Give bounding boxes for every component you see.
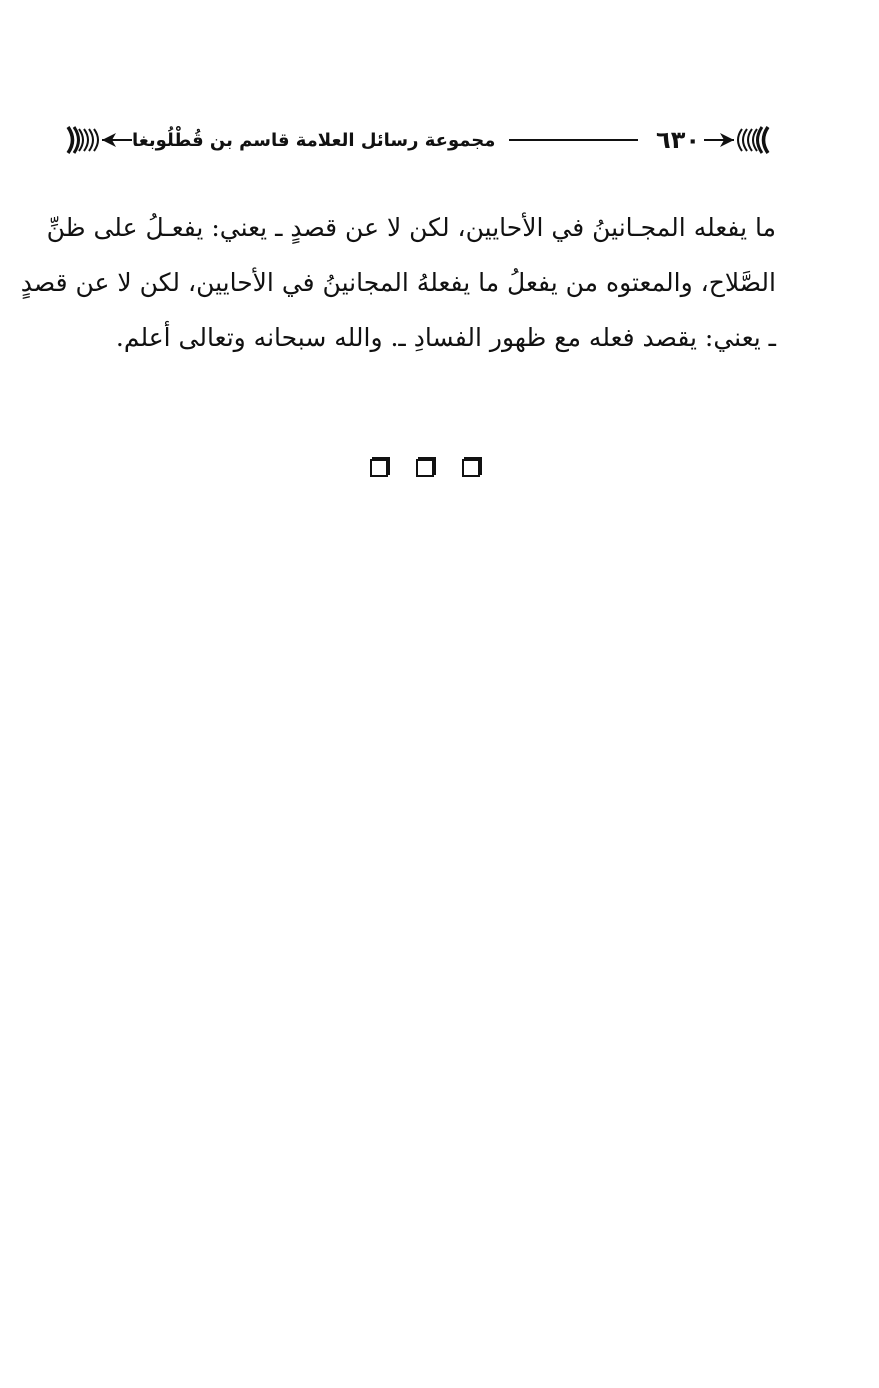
running-title: مجموعة رسائل العلامة قاسم بن قُطْلُوبغا <box>132 129 496 151</box>
header-rule <box>509 139 638 141</box>
section-end-marks <box>370 455 480 481</box>
body-paragraph <box>20 200 776 365</box>
body-line: الصَّلاح، والمعتوه من يفعلُ ما يفعلهُ المجانينُ في الأحايين، لكن لا عن قصدٍ <box>20 268 776 297</box>
arrow-ornament-icon <box>704 125 774 155</box>
running-header <box>62 120 774 160</box>
section-end-square-icon <box>416 459 434 477</box>
section-end-square-icon <box>462 459 480 477</box>
page-number: ٦٣٠ <box>656 126 700 154</box>
body-line: ـ يعني: يقصد فعله مع ظهور الفسادِ ـ. والله سبحانه وتعالى أعلم. <box>115 323 776 352</box>
arrow-ornament-icon <box>62 125 132 155</box>
body-line: ما يفعله المجـانينُ في الأحايين، لكن لا عن قصدٍ ـ يعني: يفعـلُ على ظنِّ <box>46 213 776 242</box>
section-end-square-icon <box>370 459 388 477</box>
